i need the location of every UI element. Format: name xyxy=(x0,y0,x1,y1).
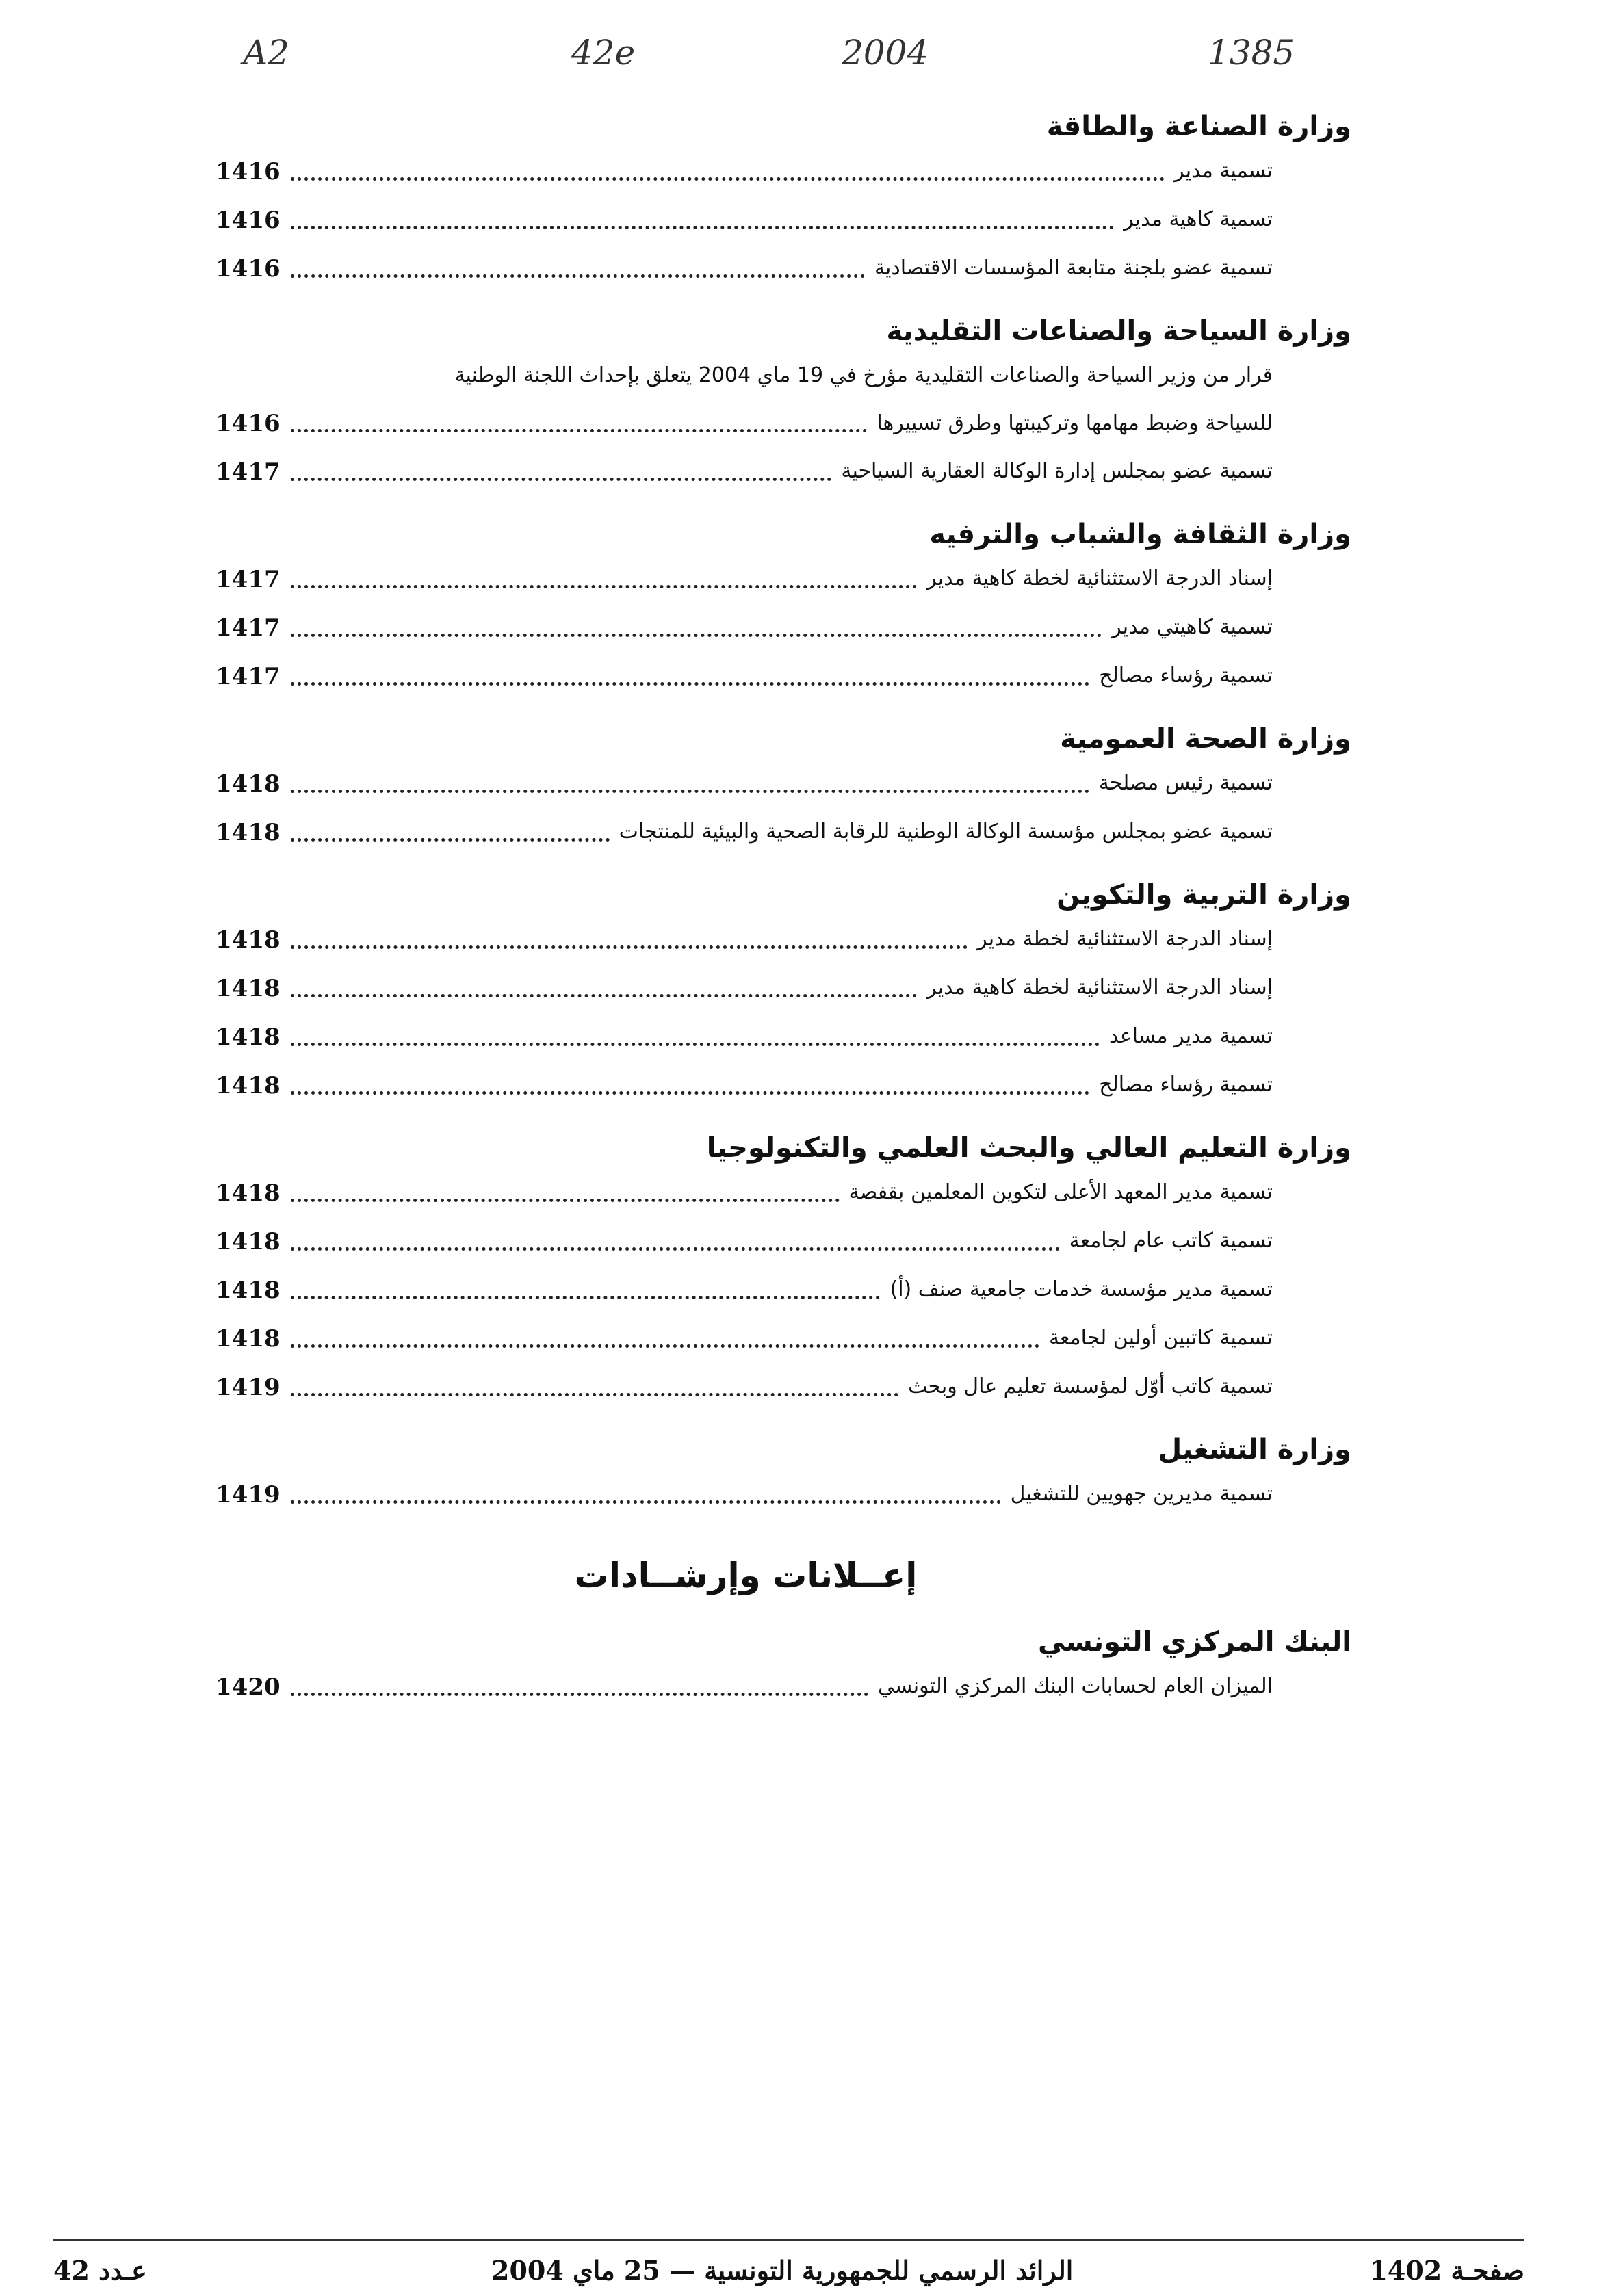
toc-entry xyxy=(216,1061,1351,1110)
handwritten-note-issue: 42e xyxy=(571,33,636,73)
announcements-title: إعــلانات وإرشــادات xyxy=(574,1556,918,1595)
page-number: 1419 xyxy=(216,1374,281,1401)
toc-entry xyxy=(216,352,1351,447)
footer-divider xyxy=(53,2239,1524,2241)
toc-entry xyxy=(216,1266,1351,1314)
leader-dots xyxy=(291,831,610,842)
page-number: 1418 xyxy=(216,770,281,798)
toc-entry xyxy=(216,915,1351,964)
page-number: 1419 xyxy=(216,1481,281,1509)
leader-dots xyxy=(291,219,1114,229)
section-heading-higher-education: وزارة التعليم العالي والبحث العلمي والتكنولوجيا xyxy=(706,1132,1351,1164)
table-of-contents xyxy=(216,106,1351,1711)
toc-entry xyxy=(216,1662,1351,1711)
leader-dots xyxy=(291,1686,868,1696)
leader-dots xyxy=(291,627,1102,637)
entry-title: تسمية عضو بلجنة متابعة المؤسسات الاقتصادية xyxy=(874,256,1273,280)
footer-page-number: صفحـة 1402 xyxy=(1369,2255,1524,2286)
page-number: 1418 xyxy=(216,975,281,1002)
page-number: 1418 xyxy=(216,1277,281,1304)
page-number: 1418 xyxy=(216,926,281,954)
entry-title: تسمية مدير xyxy=(1174,159,1273,183)
toc-entry xyxy=(216,447,1351,496)
toc-entry xyxy=(216,603,1351,652)
entry-title: الميزان العام لحسابات البنك المركزي التونسي xyxy=(878,1674,1273,1698)
toc-entry xyxy=(216,555,1351,603)
page-number: 1418 xyxy=(216,1228,281,1255)
page-number: 1416 xyxy=(216,255,281,283)
toc-entry xyxy=(216,1217,1351,1266)
leader-dots xyxy=(291,987,917,997)
handwritten-note-a2: A2 xyxy=(243,33,289,73)
toc-entry xyxy=(216,1013,1351,1061)
page-number: 1418 xyxy=(216,1072,281,1099)
toc-entry xyxy=(216,964,1351,1013)
footer-issue-number: عـدد 42 xyxy=(53,2255,147,2286)
leader-dots xyxy=(291,170,1165,181)
page-number: 1417 xyxy=(216,614,281,642)
leader-dots xyxy=(291,471,831,481)
leader-dots xyxy=(291,422,867,432)
leader-dots xyxy=(291,939,968,949)
entry-title: تسمية كاتبين أولين لجامعة xyxy=(1048,1326,1273,1350)
entry-title: تسمية رؤساء مصالح xyxy=(1099,1073,1273,1097)
page-number: 1417 xyxy=(216,566,281,593)
footer-publication-date: الرائد الرسمي للجمهورية التونسية — 25 ماي 2004 xyxy=(491,2255,1074,2286)
section-heading-industry-energy: وزارة الصناعة والطاقة xyxy=(1046,111,1351,142)
section-heading-employment: وزارة التشغيل xyxy=(1158,1434,1351,1465)
page-number: 1418 xyxy=(216,819,281,846)
section-heading-central-bank: البنك المركزي التونسي xyxy=(1037,1626,1351,1658)
leader-dots xyxy=(291,578,917,588)
page-number: 1417 xyxy=(216,458,281,486)
entry-title: تسمية كاتب أوّل لمؤسسة تعليم عال وبحث xyxy=(908,1374,1273,1398)
page-number: 1418 xyxy=(216,1023,281,1051)
entry-title: تسمية كاتب عام لجامعة xyxy=(1069,1229,1273,1253)
entry-title: تسمية كاهية مدير xyxy=(1124,207,1273,231)
leader-dots xyxy=(291,1192,840,1202)
entry-title: تسمية عضو بمجلس مؤسسة الوكالة الوطنية للرقابة الصحية والبيئية للمنتجات xyxy=(619,820,1273,844)
section-heading-education-training: وزارة التربية والتكوين xyxy=(1056,879,1351,911)
entry-title: تسمية كاهيتي مدير xyxy=(1111,615,1273,639)
leader-dots xyxy=(291,268,865,278)
toc-entry xyxy=(216,147,1351,196)
leader-dots xyxy=(291,1338,1039,1348)
leader-dots xyxy=(291,1493,1001,1504)
entry-title: تسمية رؤساء مصالح xyxy=(1099,664,1273,688)
handwritten-note-number: 1385 xyxy=(1208,33,1295,73)
page-number: 1416 xyxy=(216,207,281,234)
toc-entry xyxy=(216,196,1351,244)
entry-title: تسمية مدير مساعد xyxy=(1108,1024,1273,1048)
toc-entry xyxy=(216,1314,1351,1363)
leader-dots xyxy=(291,783,1089,793)
leader-dots xyxy=(291,1036,1100,1046)
entry-title: تسمية عضو بمجلس إدارة الوكالة العقارية السياحية xyxy=(841,459,1273,483)
leader-dots xyxy=(291,1240,1060,1251)
entry-title: تسمية مدير المعهد الأعلى لتكوين المعلمين بقفصة xyxy=(848,1180,1273,1204)
toc-entry xyxy=(216,1363,1351,1411)
section-heading-tourism-crafts: وزارة السياحة والصناعات التقليدية xyxy=(886,315,1351,347)
toc-entry xyxy=(216,244,1351,293)
page-number: 1416 xyxy=(216,158,281,185)
toc-entry xyxy=(216,808,1351,857)
entry-title: تسمية مدير مؤسسة خدمات جامعية صنف (أ) xyxy=(890,1277,1273,1301)
leader-dots xyxy=(291,1386,898,1396)
leader-dots xyxy=(291,1084,1089,1095)
toc-entry xyxy=(216,652,1351,701)
leader-dots xyxy=(291,675,1089,686)
toc-entry xyxy=(216,1470,1351,1519)
page-number: 1416 xyxy=(216,410,281,437)
page-number: 1418 xyxy=(216,1179,281,1207)
entry-title: إسناد الدرجة الاستثنائية لخطة كاهية مدير xyxy=(926,566,1273,590)
leader-dots xyxy=(291,1289,880,1299)
handwritten-note-year: 2004 xyxy=(842,33,929,73)
entry-title: إسناد الدرجة الاستثنائية لخطة مدير xyxy=(977,927,1273,951)
entry-title-line1: قرار من وزير السياحة والصناعات التقليدية مؤرخ في 19 ماي 2004 يتعلق بإحداث اللجنة الوطنية xyxy=(454,363,1273,387)
page-number: 1418 xyxy=(216,1325,281,1353)
entry-title-line2: للسياحة وضبط مهامها وتركيبتها وطرق تسييرها xyxy=(877,411,1273,435)
toc-entry xyxy=(216,1169,1351,1217)
entry-title: تسمية رئيس مصلحة xyxy=(1098,771,1273,795)
page-number: 1420 xyxy=(216,1673,281,1701)
entry-title: إسناد الدرجة الاستثنائية لخطة كاهية مدير xyxy=(926,976,1273,1000)
section-heading-public-health: وزارة الصحة العمومية xyxy=(1060,723,1351,755)
section-heading-culture-youth: وزارة الثقافة والشباب والترفيه xyxy=(929,519,1351,550)
page-number: 1417 xyxy=(216,663,281,690)
toc-entry xyxy=(216,759,1351,808)
entry-title: تسمية مديرين جهويين للتشغيل xyxy=(1010,1482,1273,1506)
